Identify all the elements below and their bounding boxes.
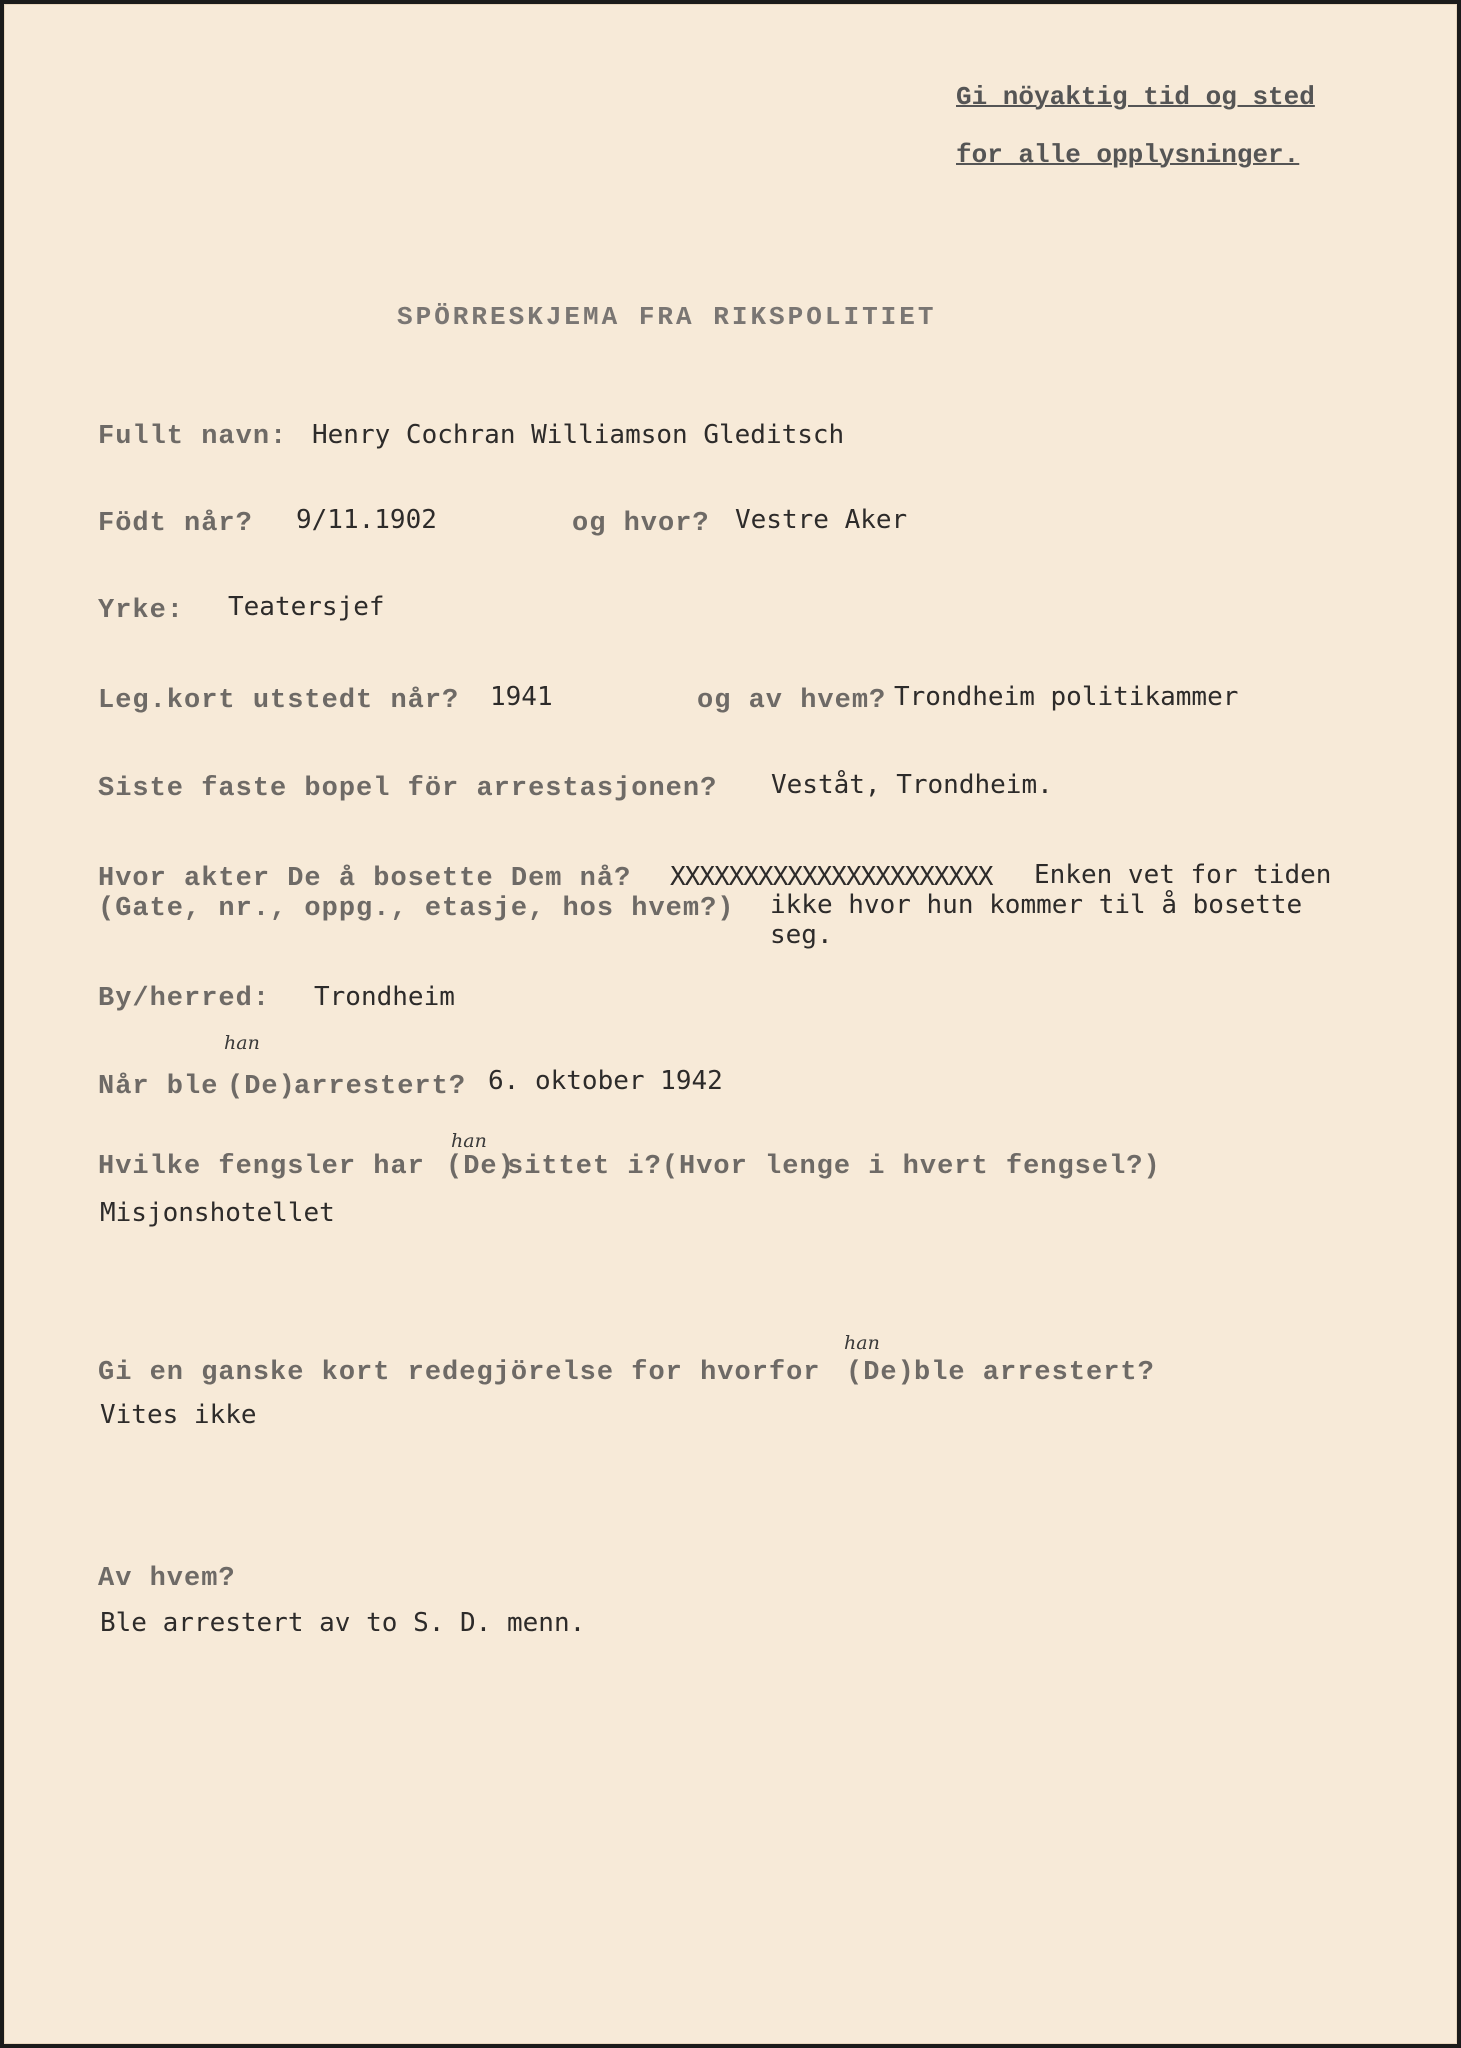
last-residence-label: Siste faste bopel för arrestasjonen? (98, 774, 718, 804)
by-whom-label: Av hvem? (98, 1564, 236, 1594)
municipality-value: Trondheim (314, 982, 455, 1012)
id-card-by-value: Trondheim politikammer (894, 682, 1239, 712)
instruction-note-line-1: Gi nöyaktig tid og sted (956, 82, 1315, 112)
born-where-label: og hvor? (572, 509, 710, 539)
arrested-when-label-a: Når ble (98, 1072, 219, 1102)
prisons-value: Misjonshotellet (100, 1198, 335, 1228)
arrested-when-value: 6. oktober 1942 (488, 1066, 723, 1096)
id-card-by-label: og av hvem? (697, 686, 887, 716)
reason-label-a: Gi en ganske kort redegjörelse for hvorfor (98, 1358, 821, 1388)
prisons-label-a: Hvilke fengsler har (98, 1152, 425, 1182)
settle-value-line-3: seg. (770, 920, 833, 950)
handwritten-correction-han: han (844, 1332, 880, 1354)
id-card-when-value: 1941 (490, 682, 553, 712)
handwritten-correction-han: han (224, 1032, 260, 1054)
form-title: SPÖRRESKJEMA FRA RIKSPOLITIET (397, 302, 937, 332)
occupation-label: Yrke: (98, 596, 185, 626)
settle-label-line-1: Hvor akter De å bosette Dem nå? (98, 864, 632, 894)
born-when-value: 9/11.1902 (296, 505, 437, 535)
questionnaire-page (4, 4, 1457, 2044)
id-card-when-label: Leg.kort utstedt når? (98, 686, 460, 716)
born-where-value: Vestre Aker (735, 505, 908, 535)
reason-value: Vites ikke (100, 1400, 257, 1430)
prisons-label-c: sittet i?(Hvor lenge i hvert fengsel?) (507, 1152, 1161, 1182)
settle-value-line-1: Enken vet for tiden (1034, 860, 1332, 890)
last-residence-value: Veståt, Trondheim. (771, 770, 1053, 800)
name-value: Henry Cochran Williamson Gleditsch (312, 420, 845, 450)
arrested-when-label-b: (De) (227, 1072, 296, 1102)
struck-out-text: XXXXXXXXXXXXXXXXXXXXXX (670, 862, 993, 892)
municipality-label: By/herred: (98, 984, 271, 1014)
instruction-note-line-2: for alle opplysninger. (956, 140, 1300, 170)
prisons-label-b: (De) (446, 1152, 515, 1182)
born-when-label: Födt når? (98, 509, 253, 539)
by-whom-value: Ble arrestert av to S. D. menn. (100, 1608, 586, 1638)
handwritten-correction-han: han (451, 1130, 487, 1152)
arrested-when-label-c: arrestert? (294, 1072, 467, 1102)
occupation-value: Teatersjef (228, 592, 385, 622)
settle-label-line-2: (Gate, nr., oppg., etasje, hos hvem?) (98, 894, 735, 924)
settle-value-line-2: ikke hvor hun kommer til å bosette (770, 890, 1303, 920)
reason-label-b: (De) (846, 1358, 915, 1388)
name-label: Fullt navn: (98, 422, 288, 452)
reason-label-c: ble arrestert? (914, 1358, 1155, 1388)
